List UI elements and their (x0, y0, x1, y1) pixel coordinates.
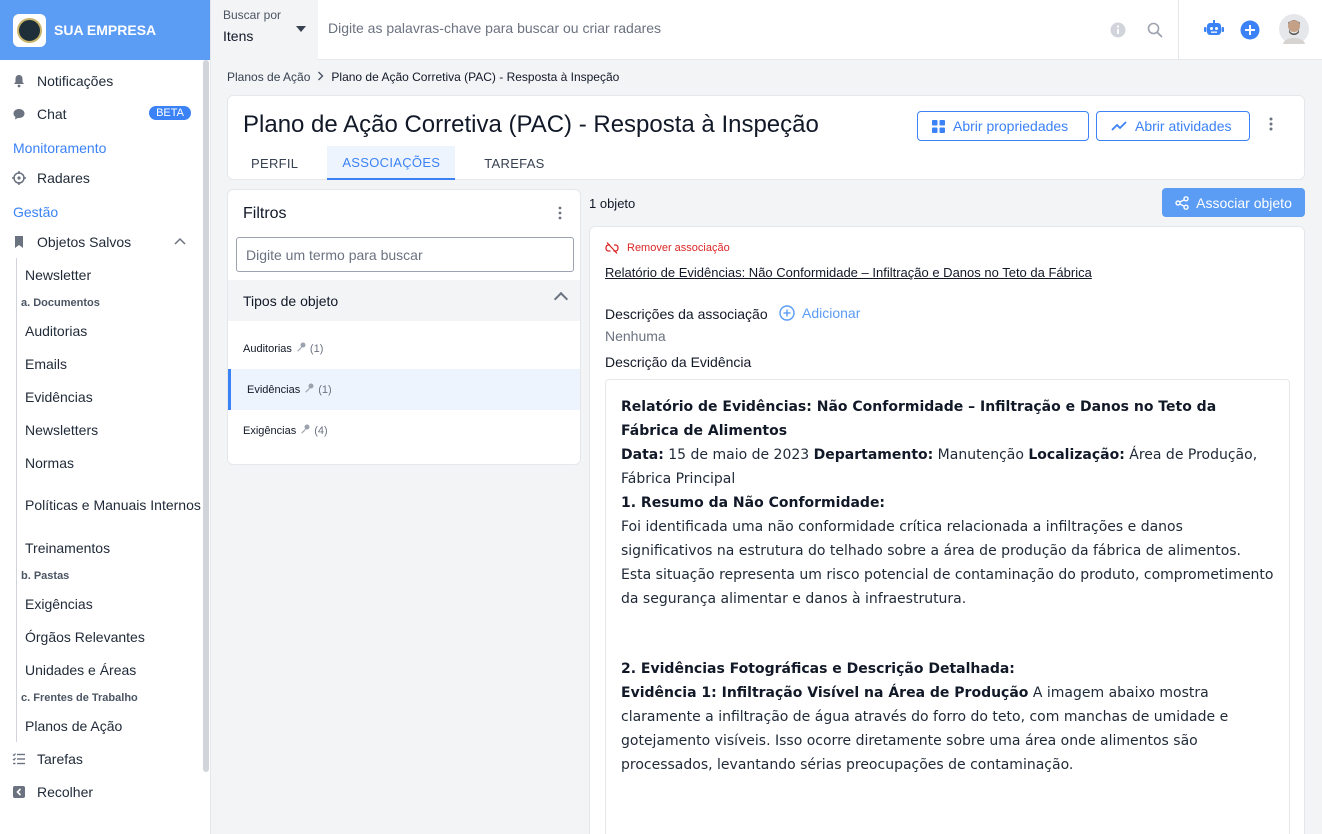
unlink-icon (605, 242, 619, 254)
type-count: (4) (314, 424, 328, 437)
group-folders: b. Pastas (21, 569, 70, 582)
sidebar-item-label: Notificações (37, 72, 114, 89)
associated-object-title[interactable]: Relatório de Evidências: Não Conformidade – Infiltração e Danos no Teto da Fábrica (605, 265, 1092, 280)
sidebar-item-treinamentos[interactable]: Treinamentos (25, 539, 111, 556)
beta-badge: BETA (149, 106, 191, 120)
bell-icon (12, 74, 26, 88)
company-name: SUA EMPRESA (54, 22, 157, 38)
type-row-auditorias[interactable] (228, 328, 580, 369)
add-description-button[interactable] (779, 305, 860, 321)
add-description-label: Adicionar (802, 305, 861, 321)
open-activities-button[interactable] (1096, 111, 1250, 141)
bookmark-icon (12, 235, 26, 249)
location-value: Área de Produção, Fábrica Principal (621, 447, 1258, 487)
search-input[interactable] (328, 20, 1088, 36)
document-heading: Relatório de Evidências: Não Conformidade – Infiltração e Danos no Teto da Fábrica de Alimentos (621, 399, 1217, 439)
type-row-evidencias[interactable] (228, 369, 580, 410)
breadcrumb-parent[interactable]: Planos de Ação (227, 70, 311, 84)
sidebar-item-label: Chat (37, 105, 67, 122)
sidebar-item-label: Radares (37, 169, 90, 186)
section-title-management: Gestão (13, 204, 59, 220)
date-value: 15 de maio de 2023 (663, 447, 814, 463)
sidebar-item-notifications[interactable] (0, 64, 210, 97)
header-card (227, 95, 1305, 180)
sidebar-item-unidades[interactable]: Unidades e Áreas (25, 661, 137, 678)
object-count: 1 objeto (589, 196, 636, 211)
key-icon (304, 383, 314, 396)
topbar (211, 0, 1322, 60)
tab-associations[interactable]: ASSOCIAÇÕES (327, 146, 455, 180)
department-value: Manutenção (933, 447, 1029, 463)
plus-circle-icon (779, 305, 795, 321)
search-by-value: Itens (223, 28, 254, 44)
open-properties-button[interactable] (917, 111, 1089, 141)
remove-association-label: Remover associação (627, 242, 730, 254)
sidebar-item-collapse[interactable] (0, 775, 210, 808)
type-count: (1) (309, 342, 324, 355)
filters-panel (227, 189, 581, 465)
sidebar-item-label: Tarefas (37, 750, 83, 767)
info-icon[interactable] (1110, 22, 1126, 38)
sidebar-item-normas[interactable]: Normas (25, 454, 75, 471)
sidebar-item-label: Objetos Salvos (37, 233, 132, 250)
sidebar-item-politicas[interactable]: Políticas e Manuais Internos (25, 496, 201, 513)
open-properties-label: Abrir propriedades (953, 118, 1069, 134)
add-circle-icon[interactable] (1240, 20, 1260, 40)
page-title: Plano de Ação Corretiva (PAC) - Resposta à Inspeção (243, 111, 819, 138)
search-icon[interactable] (1147, 22, 1163, 38)
robot-icon[interactable] (1204, 20, 1224, 38)
sidebar (0, 0, 211, 834)
key-icon (300, 424, 310, 437)
crosshair-icon (12, 171, 26, 185)
sidebar-nav (0, 60, 210, 808)
topbar-divider (1178, 0, 1179, 60)
object-types-header[interactable] (228, 280, 580, 321)
sidebar-item-exigencias[interactable]: Exigências (25, 595, 93, 612)
no-descriptions-text: Nenhuma (605, 328, 666, 344)
tab-tasks[interactable]: TAREFAS (484, 155, 545, 171)
association-descriptions-label: Descrições da associação (605, 306, 768, 322)
caret-down-icon (296, 26, 306, 32)
object-types-title: Tipos de objeto (243, 292, 339, 309)
chevron-right-icon (317, 70, 324, 84)
trend-icon (1111, 120, 1127, 132)
breadcrumb-current: Plano de Ação Corretiva (PAC) - Resposta à Inspeção (331, 70, 620, 84)
grid-icon (932, 120, 945, 133)
brand[interactable] (0, 0, 210, 60)
sidebar-item-planos[interactable]: Planos de Ação (25, 717, 123, 734)
sidebar-item-orgaos[interactable]: Órgãos Relevantes (25, 628, 145, 645)
chevron-up-icon (554, 292, 568, 306)
avatar[interactable] (1279, 14, 1309, 44)
associate-object-label: Associar objeto (1196, 194, 1292, 211)
sidebar-item-saved-objects[interactable] (0, 225, 210, 258)
associate-object-button[interactable] (1162, 188, 1305, 217)
search-by-label: Buscar por (223, 8, 282, 22)
evidence-document (605, 379, 1290, 834)
key-icon (296, 342, 306, 355)
tab-profile[interactable]: PERFIL (251, 155, 299, 171)
evidence-1-text: A imagem abaixo mostra claramente a infiltração de água através do forro do teto, com manchas de umidade e gotejamento visíveis. Isso ocorre diretamente sobre uma área onde alimentos são processados, levantando sérias preocupações de contaminação. (621, 685, 1229, 773)
type-label: Evidências (247, 383, 301, 396)
evidence-description-label: Descrição da Evidência (605, 354, 752, 370)
chevron-up-icon[interactable] (174, 234, 186, 248)
filter-search-input[interactable] (236, 237, 574, 272)
tabs (236, 146, 574, 180)
remove-association-link[interactable] (605, 242, 730, 254)
department-label: Departamento: (813, 447, 934, 463)
company-logo (13, 14, 46, 47)
section-title-monitoring: Monitoramento (13, 140, 107, 156)
group-workstreams: c. Frentes de Trabalho (21, 691, 138, 704)
sidebar-item-auditorias[interactable]: Auditorias (25, 322, 88, 339)
sidebar-item-tasks[interactable] (0, 742, 210, 775)
group-documents: a. Documentos (21, 296, 100, 309)
chat-icon (12, 107, 26, 121)
sidebar-item-chat[interactable] (0, 97, 210, 130)
search-by-select[interactable] (211, 0, 318, 60)
sidebar-item-newsletters[interactable]: Newsletters (25, 421, 99, 438)
type-label: Auditorias (243, 342, 292, 355)
checklist-icon (12, 752, 26, 766)
filters-more-icon[interactable] (558, 206, 562, 224)
open-activities-label: Abrir atividades (1135, 118, 1232, 134)
filters-title: Filtros (243, 205, 287, 222)
saved-objects-list (16, 258, 210, 742)
sidebar-item-radars[interactable] (0, 161, 210, 194)
sidebar-item-label: Recolher (37, 783, 94, 800)
type-row-exigencias[interactable] (228, 410, 580, 451)
type-count: (1) (318, 383, 332, 396)
location-label: Localização: (1028, 447, 1125, 463)
sidebar-item-evidencias[interactable]: Evidências (25, 388, 93, 405)
section-1-title: 1. Resumo da Não Conformidade: (621, 495, 886, 511)
more-options-icon[interactable] (1269, 117, 1273, 135)
association-card (589, 226, 1305, 834)
section-2-title: 2. Evidências Fotográficas e Descrição Detalhada: (621, 661, 1015, 677)
collapse-icon (12, 785, 26, 799)
sidebar-item-emails[interactable]: Emails (25, 355, 68, 372)
date-label: Data: (621, 447, 664, 463)
sidebar-item-newsletter[interactable]: Newsletter (25, 266, 92, 283)
sidebar-scrollbar[interactable] (203, 60, 209, 772)
type-label: Exigências (243, 424, 297, 437)
breadcrumb (227, 70, 619, 84)
evidence-1-label: Evidência 1: Infiltração Visível na Área de Produção (621, 685, 1029, 701)
paragraph-gap (621, 611, 1274, 657)
section-1-text: Foi identificada uma não conformidade crítica relacionada a infiltrações e danos significativos na estrutura do telhado sobre a área de produção da fábrica de alimentos. Esta situação representa um risco potencial de contaminação do produto, comprometimento da segurança alimentar e danos à infraestrutura. (621, 519, 1274, 607)
share-icon (1175, 196, 1189, 210)
